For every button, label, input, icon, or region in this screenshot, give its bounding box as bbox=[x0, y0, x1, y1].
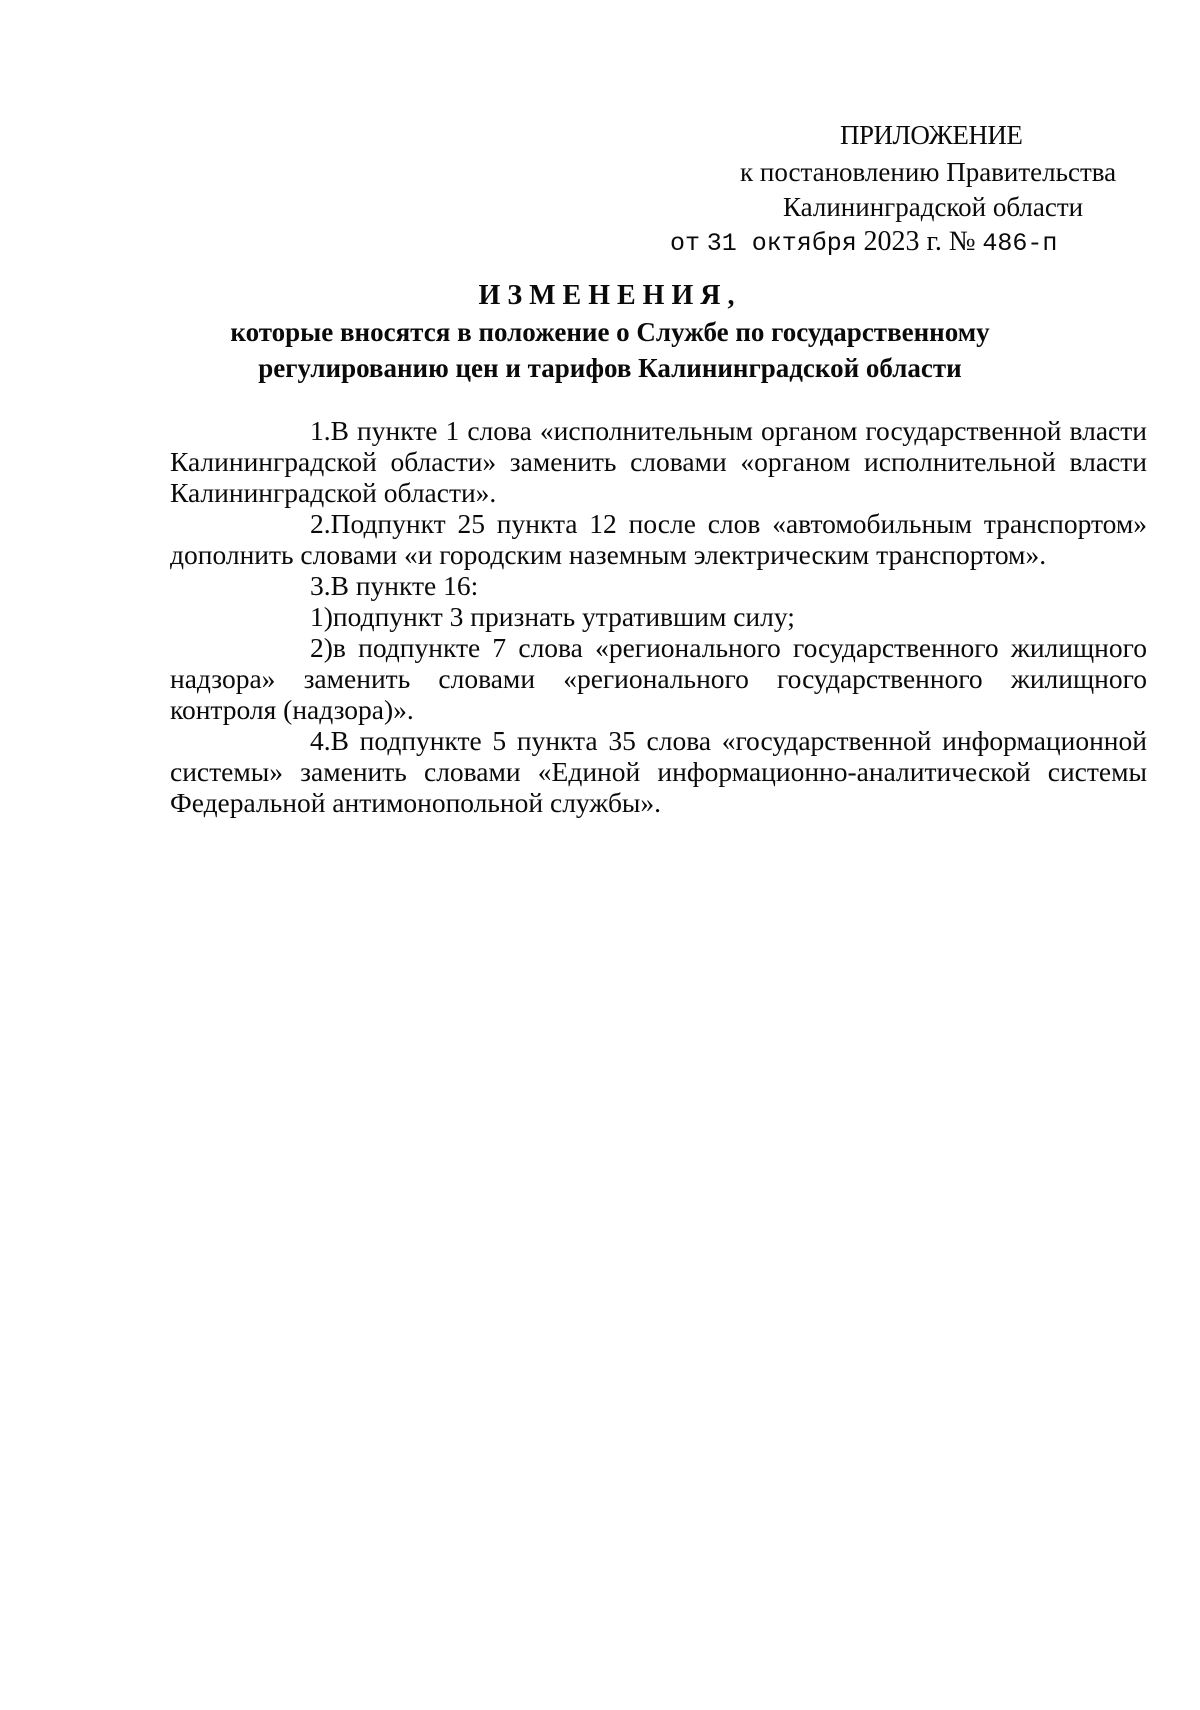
date-prefix: от bbox=[670, 229, 701, 258]
item-text: подпункт 3 признать утратившим силу; bbox=[332, 601, 795, 632]
item-text: в подпункте 7 слова «регионального государственного жилищного надзора» заменить словами «регионального государственного жилищного контроля (надзора)». bbox=[170, 632, 1147, 725]
item-text: В пункте 1 слова «исполнительным органом государственной власти Калининградской области» заменить словами «органом исполнительной власти Калининградской области». bbox=[170, 415, 1147, 508]
appendix-decree-line: к постановлению Правительства bbox=[740, 157, 1117, 187]
list-item bbox=[170, 415, 1147, 508]
date-year: 2023 г. № bbox=[863, 226, 976, 257]
item-text: В подпункте 5 пункта 35 слова «государственной информационной системы» заменить словами «Единой информационно-аналитической системы Федеральной антимонопольной службы». bbox=[170, 725, 1147, 818]
item-text: В пункте 16: bbox=[330, 570, 479, 601]
document-heading bbox=[170, 278, 1050, 386]
item-number: 2) bbox=[310, 632, 333, 663]
list-item bbox=[170, 632, 1147, 725]
appendix-date-line bbox=[670, 224, 1057, 261]
item-number: 4. bbox=[310, 725, 331, 756]
item-text: Подпункт 25 пункта 12 после слов «автомобильным транспортом» дополнить словами «и городским наземным электрическим транспортом». bbox=[170, 508, 1147, 570]
list-item bbox=[170, 725, 1147, 818]
list-item bbox=[170, 570, 1147, 601]
item-number: 2. bbox=[310, 508, 331, 539]
list-item bbox=[170, 508, 1147, 570]
heading-title: ИЗМЕНЕНИЯ, bbox=[478, 280, 742, 311]
list-item bbox=[170, 601, 1147, 632]
date-value: 31 октября bbox=[706, 229, 857, 258]
item-number: 3. bbox=[310, 570, 331, 601]
heading-subtitle-line1: которые вносятся в положение о Службе по государственному bbox=[230, 317, 990, 347]
item-number: 1) bbox=[310, 601, 333, 632]
heading-subtitle-line2: регулированию цен и тарифов Калининградской области bbox=[258, 353, 962, 383]
item-number: 1. bbox=[310, 415, 331, 446]
appendix-region-line: Калининградской области bbox=[783, 192, 1084, 222]
decree-number: 486-п bbox=[982, 229, 1058, 258]
document-body bbox=[170, 415, 1147, 818]
appendix-title: ПРИЛОЖЕНИЕ bbox=[840, 120, 1023, 150]
